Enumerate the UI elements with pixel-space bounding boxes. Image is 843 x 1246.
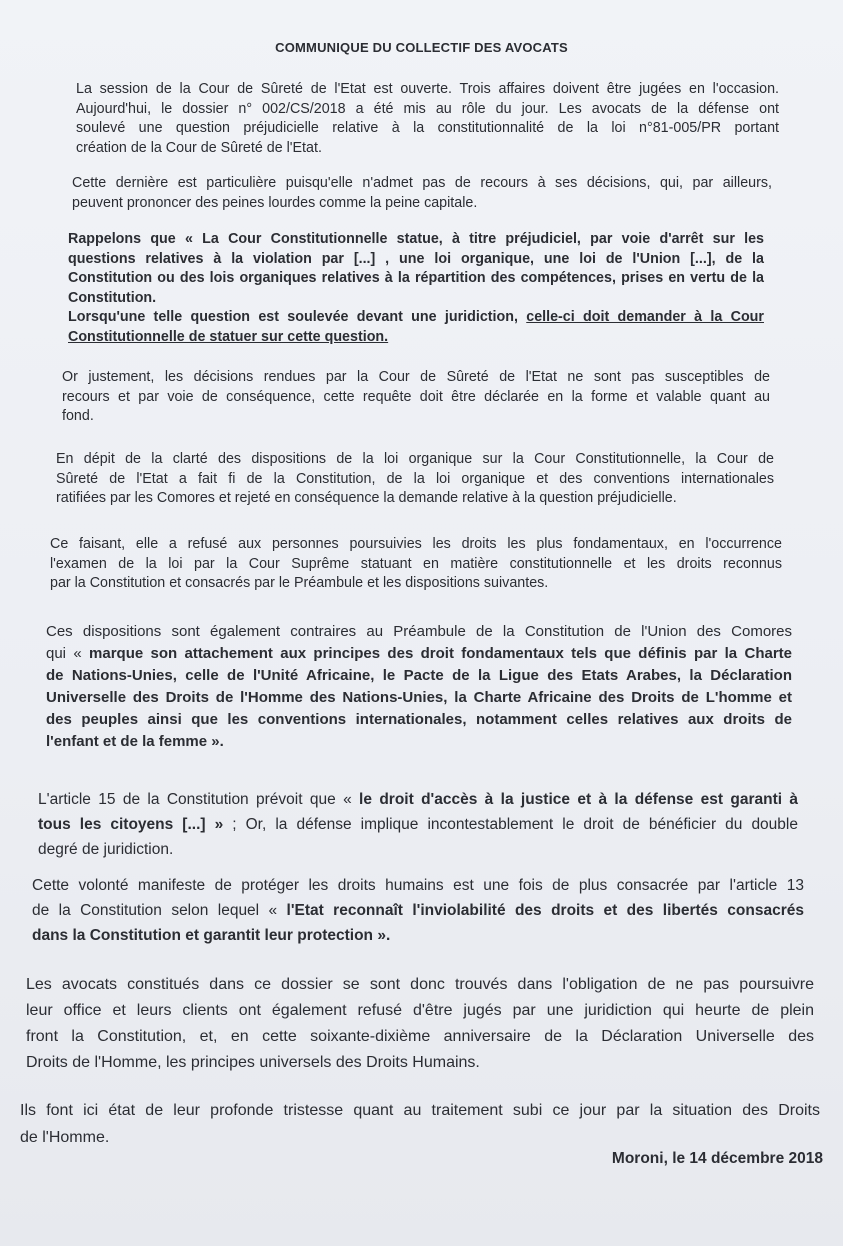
underlined-text: celle-ci doit demander à la Cour bbox=[526, 309, 764, 325]
text-line bbox=[46, 643, 792, 665]
text-line: questions relatives à la violation par [...] , une loi organique, une loi de l'Union [...], de la bbox=[68, 250, 764, 267]
text-run: Lorsqu'une telle question est soulevée devant une juridiction, bbox=[68, 309, 527, 325]
underlined-text: Constitutionnelle de statuer sur cette question. bbox=[68, 328, 389, 345]
text-line: degré de juridiction. bbox=[38, 841, 174, 858]
text-line bbox=[32, 898, 804, 923]
text-line: Droits de l'Homme, les principes universels des Droits Humains. bbox=[26, 1054, 480, 1071]
paragraph-session-opened bbox=[76, 80, 779, 158]
bold-quote: marque son attachement aux principes des droit fondamentaux tels que définis par la Charte bbox=[89, 645, 792, 662]
paragraph-sadness bbox=[20, 1097, 820, 1151]
text-line: de Nations-Unies, celle de l'Unité Africaine, le Pacte de la Ligue des Etats Arabes, la Déclaration bbox=[46, 667, 792, 684]
text-line: Cette dernière est particulière puisqu'elle n'admet pas de recours à ses décisions, qui, par ailleurs, bbox=[72, 175, 772, 191]
text-run: ; Or, la défense implique incontestablement le droit de bénéficier du double bbox=[223, 816, 798, 833]
paragraph-preamble bbox=[46, 621, 792, 753]
text-line: Ces dispositions sont également contraires au Préambule de la Constitution de l'Union des Comores bbox=[46, 623, 792, 640]
paragraph-no-appeal bbox=[72, 174, 772, 213]
text-line: Ils font ici état de leur profonde tristesse quant au traitement subi ce jour par la situation des Droits bbox=[20, 1102, 820, 1119]
paragraph-lawyers-withdrawal bbox=[26, 972, 814, 1076]
text-line bbox=[68, 308, 764, 328]
text-line bbox=[38, 787, 798, 812]
text-line: des peuples ainsi que les conventions internationales, notamment celles relatives aux droits de bbox=[46, 711, 792, 728]
bold-quote: le droit d'accès à la justice et à la défense est garanti à bbox=[359, 791, 798, 808]
text-line: La session de la Cour de Sûreté de l'Etat est ouverte. Trois affaires doivent être jugées en l'occasion. bbox=[76, 81, 779, 97]
paragraph-article-13 bbox=[32, 873, 804, 948]
text-line: fond. bbox=[62, 408, 94, 424]
text-line: Ce faisant, elle a refusé aux personnes poursuivies les droits les plus fondamentaux, en l'occurrence bbox=[50, 536, 782, 552]
text-line: Cette volonté manifeste de protéger les droits humains est une fois de plus consacrée par l'article 13 bbox=[32, 877, 804, 894]
text-line bbox=[38, 812, 798, 837]
paragraph-decisions-not-appealable bbox=[62, 368, 770, 427]
text-line: l'examen de la loi par la Cour Suprême statuant en matière constitutionnelle et les droits reconnus bbox=[50, 555, 782, 572]
bold-quote: tous les citoyens [...] » bbox=[38, 816, 224, 833]
text-line: Constitution ou des lois organiques relatives à la répartition des compétences, prises en vertu de la bbox=[68, 270, 764, 286]
text-line: par la Constitution et consacrés par le Préambule et les dispositions suivantes. bbox=[50, 575, 549, 591]
text-line: création de la Cour de Sûreté de l'Etat. bbox=[76, 139, 322, 156]
document-title: COMMUNIQUE DU COLLECTIF DES AVOCATS bbox=[275, 40, 568, 55]
bold-quote: l'Etat reconnaît l'inviolabilité des droits et des libertés consacrés bbox=[286, 902, 804, 919]
paragraph-article-15 bbox=[38, 787, 798, 862]
text-line: soulevé une question préjudicielle relative à la constitutionnalité de la loi n°81-005/PR portant bbox=[76, 120, 779, 136]
paragraph-rights-refused bbox=[50, 535, 782, 594]
text-line: ratifiées par les Comores et rejeté en conséquence la demande relative à la question préjudicielle. bbox=[56, 490, 677, 506]
text-line: Or justement, les décisions rendues par la Cour de Sûreté de l'Etat ne sont pas susceptibles de bbox=[62, 369, 770, 385]
paragraph-despite-clarity bbox=[56, 450, 774, 509]
text-line: leur office et leurs clients ont également refusé d'être jugés par une juridiction qui heurte de plein bbox=[26, 1002, 814, 1019]
text-run: L'article 15 de la Constitution prévoit que « bbox=[38, 791, 360, 808]
text-line: de l'Homme. bbox=[20, 1129, 110, 1146]
text-line: Sûreté de l'Etat a fait fi de la Constitution, de la loi organique et des conventions internationales bbox=[56, 470, 774, 487]
text-line: En dépit de la clarté des dispositions de la loi organique sur la Cour Constitutionnelle, la Cour de bbox=[56, 451, 774, 467]
text-line: Universelle des Droits de l'Homme des Nations-Unies, la Charte Africaine des Droits de L'homme et bbox=[46, 689, 792, 706]
text-line: Rappelons que « La Cour Constitutionnelle statue, à titre préjudiciel, par voie d'arrêt sur les bbox=[68, 231, 764, 247]
text-run: de la Constitution selon lequel « bbox=[32, 902, 287, 919]
text-run: qui « bbox=[46, 645, 90, 662]
text-line: Les avocats constitués dans ce dossier se sont donc trouvés dans l'obligation de ne pas poursuivre bbox=[26, 976, 814, 993]
signature-place-date: Moroni, le 14 décembre 2018 bbox=[611, 1150, 823, 1167]
text-line: dans la Constitution et garantit leur protection ». bbox=[32, 927, 391, 944]
paragraph-constitutional-court-quote bbox=[68, 230, 764, 347]
text-line: peuvent prononcer des peines lourdes comme la peine capitale. bbox=[72, 194, 478, 211]
text-line: Constitution. bbox=[68, 289, 157, 306]
text-line: Aujourd'hui, le dossier n° 002/CS/2018 a été mis au rôle du jour. Les avocats de la défense ont bbox=[76, 100, 779, 117]
text-line: recours et par voie de conséquence, cette requête doit être déclarée en la forme et valable quant au bbox=[62, 388, 770, 405]
text-line: front la Constitution, et, en cette soixante-dixième anniversaire de la Déclaration Universelle des bbox=[26, 1028, 814, 1045]
text-line: l'enfant et de la femme ». bbox=[46, 733, 224, 750]
